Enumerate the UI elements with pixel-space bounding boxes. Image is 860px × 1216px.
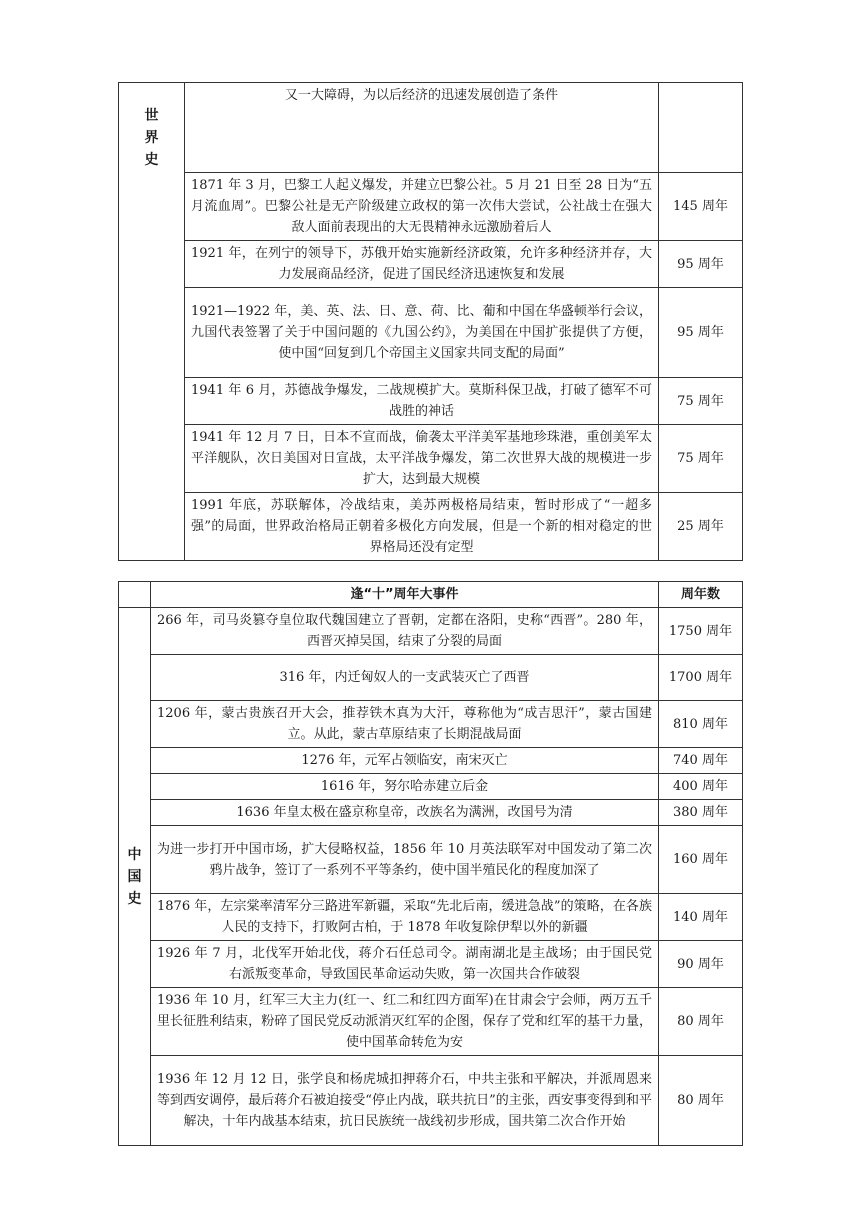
category-cell [119,83,185,561]
event-cell: 1876 年，左宗棠率清军分三路进军新疆，采取“先北后南，缓进急战”的策略，在各族人民的支持下，打败阿古柏，于 1878 年收复除伊犁以外的新疆 [151,894,659,941]
years-cell: 400 周年 [659,774,743,800]
table-row [119,493,743,561]
event-cell: 1616 年，努尔哈赤建立后金 [151,774,659,800]
category-char: 世 [144,108,159,124]
category-char: 史 [127,890,142,907]
header-event-cell: 逢“十”周年大事件 [151,582,659,608]
event-cell: 1936 年 10 月，红军三大主力(红一、红二和红四方面军)在甘肃会宁会师，两万五千里长征胜利结束，粉碎了国民党反动派消灭红军的企图，保存了党和红军的基干力量，使中国革命转危为安 [151,988,659,1056]
china-history-table [118,581,743,1146]
years-cell: 75 周年 [659,425,743,493]
event-cell: 266 年，司马炎篡夺皇位取代魏国建立了晋朝，定都在洛阳，史称“西晋”。280 年，西晋灭掉吴国，结束了分裂的局面 [151,608,659,655]
years-cell: 140 周年 [659,894,743,941]
years-cell: 145 周年 [659,173,743,241]
header-years-cell: 周年数 [659,582,743,608]
category-char: 史 [144,152,159,168]
category-char: 界 [144,130,159,146]
years-cell: 95 周年 [659,288,743,378]
years-cell: 1700 周年 [659,655,743,701]
years-cell: 160 周年 [659,826,743,894]
years-cell: 90 周年 [659,941,743,988]
years-cell: 75 周年 [659,378,743,425]
table-row [119,1056,743,1146]
table-row [119,655,743,701]
years-cell [659,83,743,173]
years-cell: 810 周年 [659,701,743,748]
event-cell: 1636 年皇太极在盛京称皇帝，改族名为满洲，改国号为清 [151,800,659,826]
table-row [119,241,743,288]
event-cell: 1991 年底，苏联解体，冷战结束，美苏两极格局结束，暂时形成了“一超多强”的局面，世界政治格局正朝着多极化方向发展，但是一个新的相对稳定的世界格局还没有定型 [185,493,659,561]
table-row [119,288,743,378]
event-cell: 又一大障碍，为以后经济的迅速发展创造了条件 [185,83,659,173]
years-cell: 80 周年 [659,1056,743,1146]
category-char: 中 [127,846,142,863]
event-cell: 316 年，内迁匈奴人的一支武装灭亡了西晋 [151,655,659,701]
table-row [119,748,743,774]
category-char: 国 [127,868,142,885]
event-cell: 1921 年，在列宁的领导下，苏俄开始实施新经济政策，允许多种经济并存，大力发展商品经济，促进了国民经济迅速恢复和发展 [185,241,659,288]
table-row [119,425,743,493]
category-cell [119,608,151,1146]
table-row [119,378,743,425]
table-row [119,800,743,826]
table-row [119,173,743,241]
table-row [119,941,743,988]
event-cell: 1926 年 7 月，北伐军开始北伐，蒋介石任总司令。湖南湖北是主战场；由于国民党右派叛变革命，导致国民革命运动失败，第一次国共合作破裂 [151,941,659,988]
table-row [119,894,743,941]
years-cell: 740 周年 [659,748,743,774]
table-row [119,826,743,894]
years-cell: 380 周年 [659,800,743,826]
years-cell: 1750 周年 [659,608,743,655]
table-row [119,774,743,800]
event-cell: 1276 年，元军占领临安，南宋灭亡 [151,748,659,774]
event-cell: 1871 年 3 月，巴黎工人起义爆发，并建立巴黎公社。5 月 21 日至 28 日为“五月流血周”。巴黎公社是无产阶级建立政权的第一次伟大尝试，公社战士在强大敌人面前表现出的大无畏精神永远激励着后人 [185,173,659,241]
table-row [119,988,743,1056]
years-cell: 80 周年 [659,988,743,1056]
event-cell: 1206 年，蒙古贵族召开大会，推荐铁木真为大汗，尊称他为“成吉思汗”，蒙古国建立。从此，蒙古草原结束了长期混战局面 [151,701,659,748]
event-cell: 1936 年 12 月 12 日，张学良和杨虎城扣押蒋介石，中共主张和平解决，并派周恩来等到西安调停，最后蒋介石被迫接受“停止内战，联共抗日”的主张，西安事变得到和平解决，十年内战基本结束，抗日民族统一战线初步形成，国共第二次合作开始 [151,1056,659,1146]
table-row [119,701,743,748]
table-row [119,608,743,655]
table-header-row [119,582,743,608]
event-cell: 1921—1922 年，美、英、法、日、意、荷、比、葡和中国在华盛顿举行会议，九国代表签署了关于中国问题的《九国公约》，为美国在中国扩张提供了方便，使中国“回复到几个帝国主义国家共同支配的局面” [185,288,659,378]
event-cell: 为进一步打开中国市场，扩大侵略权益，1856 年 10 月英法联军对中国发动了第二次鸦片战争，签订了一系列不平等条约，使中国半殖民化的程度加深了 [151,826,659,894]
years-cell: 25 周年 [659,493,743,561]
years-cell: 95 周年 [659,241,743,288]
table-row [119,83,743,173]
event-cell: 1941 年 12 月 7 日，日本不宣而战，偷袭太平洋美军基地珍珠港，重创美军太平洋舰队，次日美国对日宣战，太平洋战争爆发，第二次世界大战的规模进一步扩大，达到最大规模 [185,425,659,493]
header-blank-cell [119,582,151,608]
world-history-table [118,82,743,561]
event-cell: 1941 年 6 月，苏德战争爆发，二战规模扩大。莫斯科保卫战，打破了德军不可战胜的神话 [185,378,659,425]
